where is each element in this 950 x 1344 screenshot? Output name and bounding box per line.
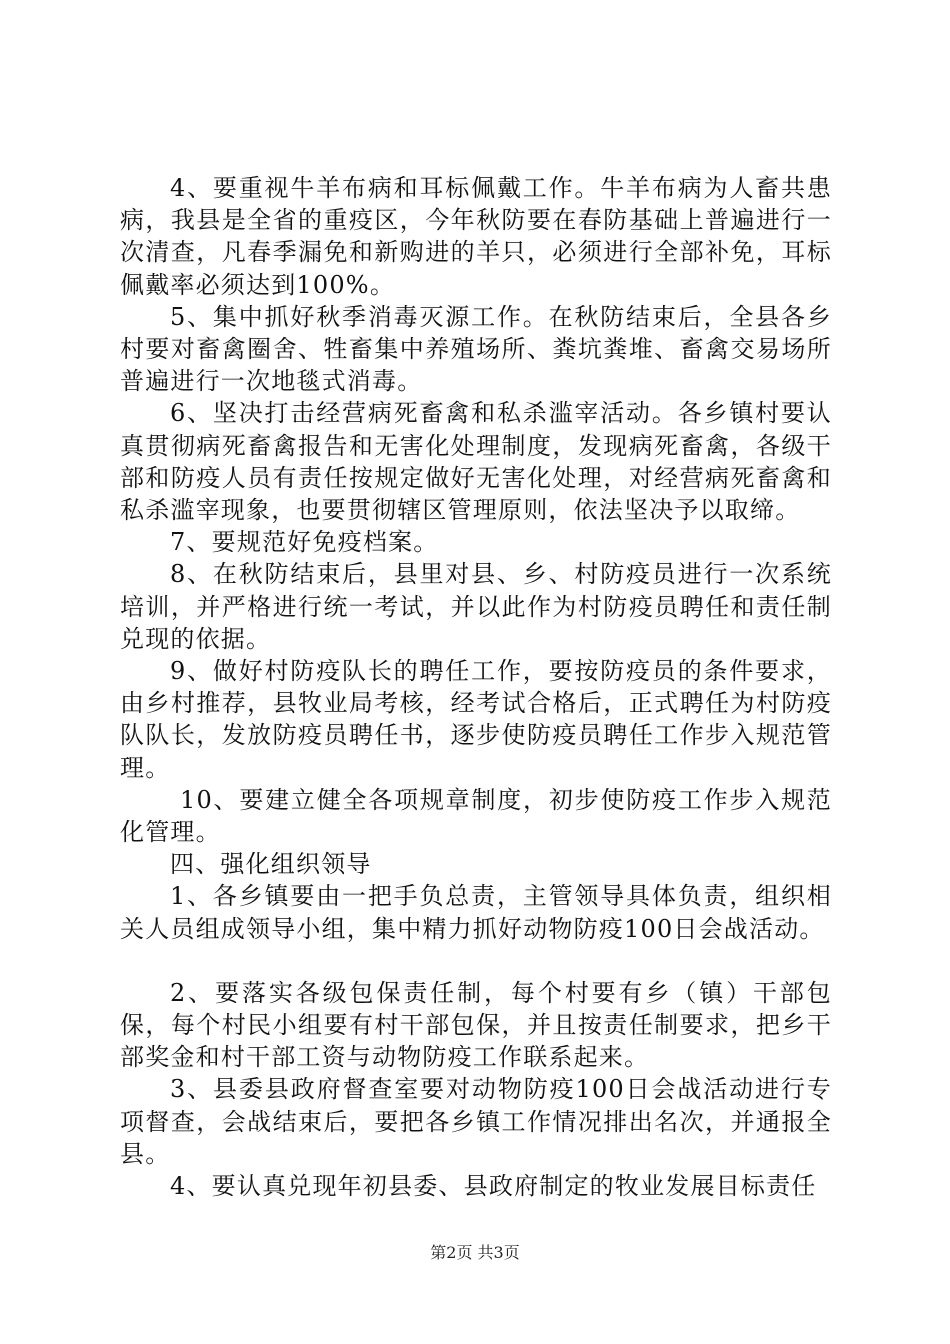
paragraph-7-archives: 7、要规范好免疫档案。 xyxy=(170,528,439,557)
paragraph-6-crackdown: 6、坚决打击经营病死畜禽和私杀滥宰活动。各乡镇村要认真贯彻病死畜禽报告和无害化处理制度，发现病死畜禽，各级干部和防疫人员有责任按规定做好无害化处理，对经营病死畜禽和私杀滥宰现象，也要贯彻辖区管理原则，依法坚决予以取缔。 xyxy=(120,399,832,525)
paragraph-4-targets: 4、要认真兑现年初县委、县政府制定的牧业发展目标责任 xyxy=(170,1172,817,1201)
document-body xyxy=(120,172,832,1202)
paragraph-8-training: 8、在秋防结束后，县里对县、乡、村防疫员进行一次系统培训，并严格进行统一考试，并以此作为村防疫员聘任和责任制兑现的依据。 xyxy=(120,560,832,653)
paragraph-9-captain-appointment: 9、做好村防疫队长的聘任工作，要按防疫员的条件要求，由乡村推荐，县牧业局考核，经考试合格后，正式聘任为村防疫队队长，发放防疫员聘任书，逐步使防疫员聘任工作步入规范管理。 xyxy=(120,657,832,782)
page-number-footer: 第2页 共3页 xyxy=(430,1243,520,1262)
paragraph-spacer xyxy=(120,945,832,977)
paragraph-3-supervision: 3、县委县政府督查室要对动物防疫100日会战活动进行专项督查，会战结束后，要把各乡镇工作情况排出名次，并通报全县。 xyxy=(120,1075,832,1168)
paragraph-10-regulations: 10、要建立健全各项规章制度，初步使防疫工作步入规范化管理。 xyxy=(120,785,832,847)
paragraph-5-disinfection: 5、集中抓好秋季消毒灭源工作。在秋防结束后，全县各乡村要对畜禽圈舍、牲畜集中养殖场所、粪坑粪堆、畜禽交易场所普遍进行一次地毯式消毒。 xyxy=(120,302,832,396)
paragraph-4-brucellosis: 4、要重视牛羊布病和耳标佩戴工作。牛羊布病为人畜共患病，我县是全省的重疫区，今年秋防要在春防基础上普遍进行一次清查，凡春季漏免和新购进的羊只，必须进行全部补免，耳标佩戴率必须达到100%。 xyxy=(120,174,832,299)
paragraph-2-responsibility: 2、要落实各级包保责任制，每个村要有乡（镇）干部包保，每个村民小组要有村干部包保，并且按责任制要求，把乡干部奖金和村干部工资与动物防疫工作联系起来。 xyxy=(120,978,832,1072)
paragraph-1-leadership: 1、各乡镇要由一把手负总责，主管领导具体负责，组织相关人员组成领导小组，集中精力抓好动物防疫100日会战活动。 xyxy=(120,882,832,943)
section-heading-organization: 四、强化组织领导 xyxy=(170,850,372,879)
